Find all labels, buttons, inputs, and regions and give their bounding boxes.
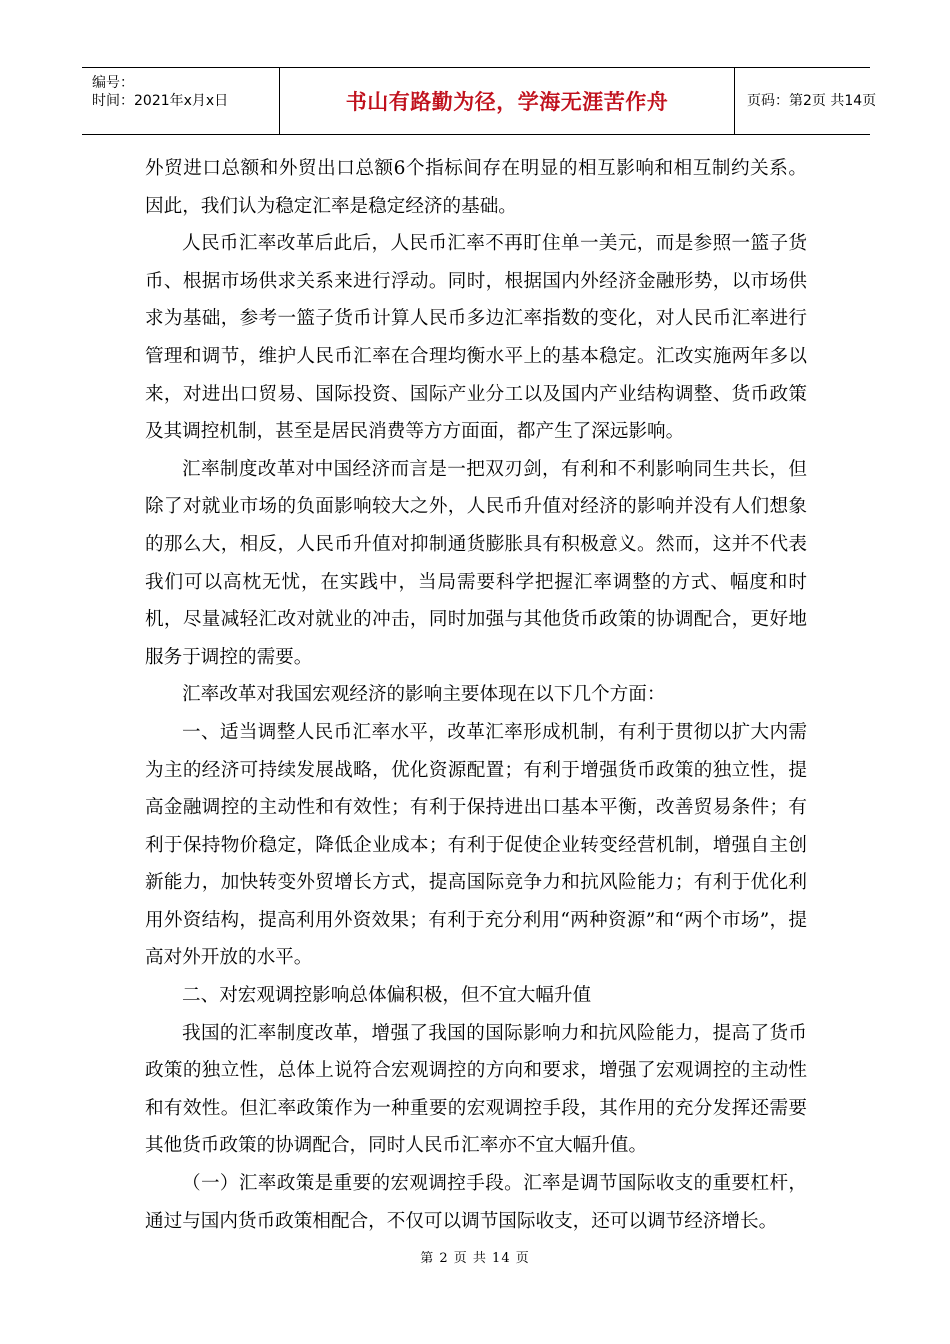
page-footer: 第 2 页 共 14 页	[420, 1251, 530, 1266]
header-motto: 书山有路勤为径，学海无涯苦作舟	[345, 90, 669, 114]
doc-number-label: 编号：	[92, 75, 134, 91]
header-page-cell	[735, 68, 877, 134]
header-meta-cell	[82, 68, 280, 134]
header-motto-cell	[280, 68, 735, 134]
paragraph-7: （一）汇率政策是重要的宏观调控手段。汇率是调节国际收支的重要杠杆，通过与国内货币政策相配合，不仅可以调节国际收支，还可以调节经济增长。	[145, 1173, 807, 1232]
date-label: 时间：2021年x月x日	[92, 93, 229, 109]
paragraph-1: 外贸进口总额和外贸出口总额6个指标间存在明显的相互影响和相互制约关系。因此，我们认为稳定汇率是稳定经济的基础。	[145, 158, 807, 217]
header-page-number: 页码：第2页 共14页	[747, 93, 877, 109]
paragraph-3: 汇率制度改革对中国经济而言是一把双刃剑，有利和不利影响同生共长，但除了对就业市场的负面影响较大之外，人民币升值对经济的影响并没有人们想象的那么大，相反，人民币升值对抑制通货膨胀具有积极意义。然而，这并不代表我们可以高枕无忧，在实践中，当局需要科学把握汇率调整的方式、幅度和时机，尽量减轻汇改对就业的冲击，同时加强与其他货币政策的协调配合，更好地服务于调控的需要。	[145, 458, 807, 668]
paragraph-2: 人民币汇率改革后此后，人民币汇率不再盯住单一美元，而是参照一篮子货币、根据市场供求关系来进行浮动。同时，根据国内外经济金融形势，以市场供求为基础，参考一篮子货币计算人民币多边汇率指数的变化，对人民币汇率进行管理和调节，维护人民币汇率在合理均衡水平上的基本稳定。汇改实施两年多以来，对进出口贸易、国际投资、国际产业分工以及国内产业结构调整、货币政策及其调控机制，甚至是居民消费等方方面面，都产生了深远影响。	[145, 233, 807, 443]
page-header	[82, 67, 877, 135]
paragraph-4: 汇率改革对我国宏观经济的影响主要体现在以下几个方面：	[182, 684, 666, 706]
paragraph-5: 一、适当调整人民币汇率水平，改革汇率形成机制，有利于贯彻以扩大内需为主的经济可持续发展战略，优化资源配置；有利于增强货币政策的独立性，提高金融调控的主动性和有效性；有利于保持进出口基本平衡，改善贸易条件；有利于保持物价稳定，降低企业成本；有利于促使企业转变经营机制，增强自主创新能力，加快转变外贸增长方式，提高国际竞争力和抗风险能力；有利于优化利用外资结构，提高利用外资效果；有利于充分利用“两种资源”和“两个市场”，提高对外开放的水平。	[145, 721, 807, 969]
paragraph-6: 我国的汇率制度改革，增强了我国的国际影响力和抗风险能力，提高了货币政策的独立性，总体上说符合宏观调控的方向和要求，增强了宏观调控的主动性和有效性。但汇率政策作为一种重要的宏观调控手段，其作用的充分发挥还需要其他货币政策的协调配合，同时人民币汇率亦不宜大幅升值。	[145, 1022, 807, 1157]
document-body	[145, 150, 807, 1240]
section-heading-2: 二、对宏观调控影响总体偏积极，但不宜大幅升值	[182, 985, 592, 1007]
